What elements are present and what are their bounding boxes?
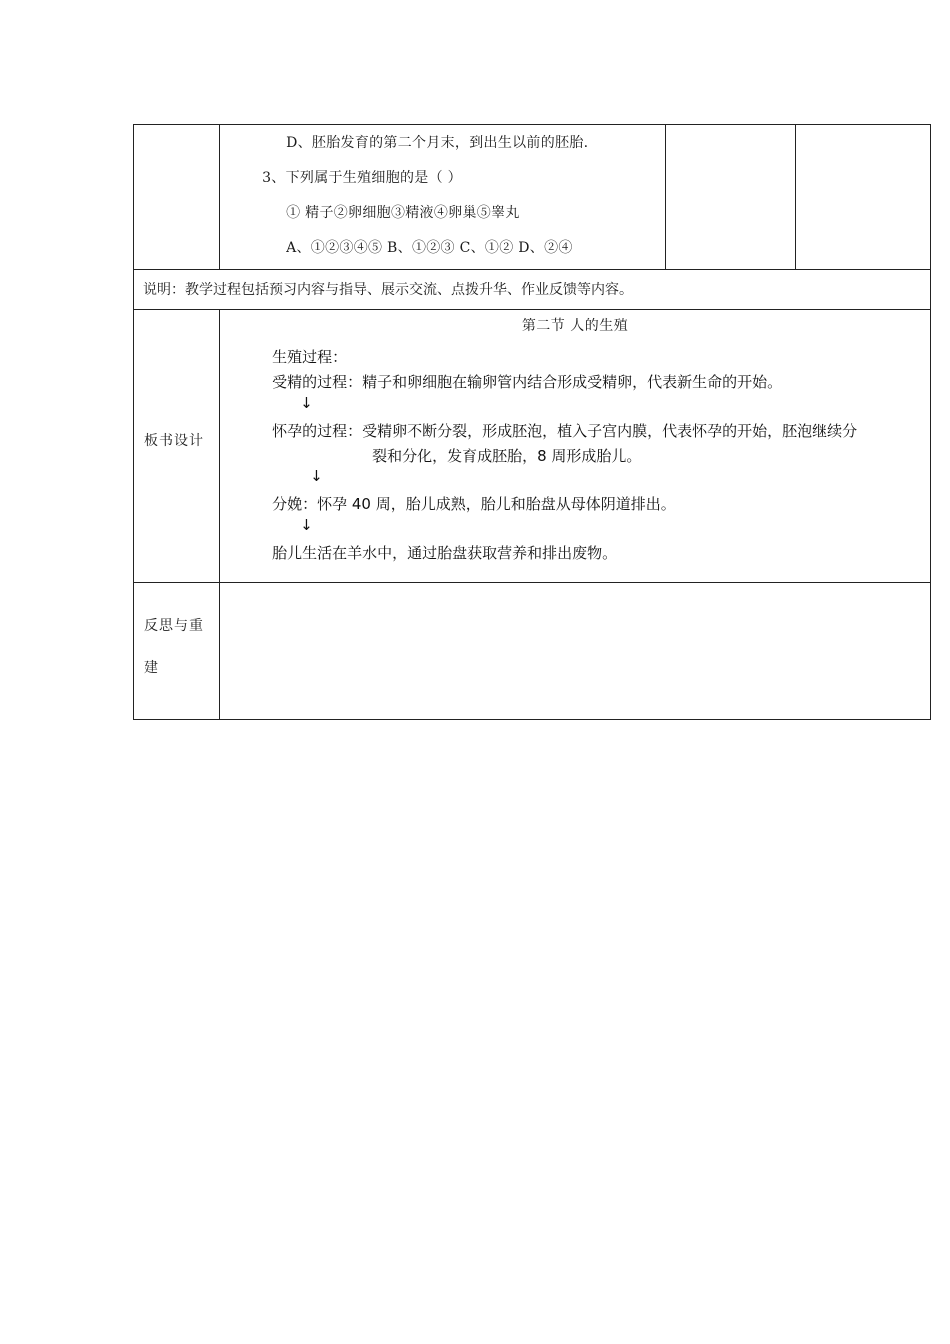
board-line-reproduction-process: 生殖过程： (272, 348, 348, 366)
lesson-plan-table (133, 124, 931, 720)
board-design-label: 板书设计 (144, 433, 204, 449)
board-design-row (134, 310, 931, 583)
note-text: 说明：教学过程包括预习内容与指导、展示交流、点拨升华、作业反馈等内容。 (143, 282, 633, 298)
question-label-cell (134, 125, 220, 270)
question-col4-cell (795, 125, 930, 270)
reflection-label-line2: 建 (144, 660, 159, 676)
question-3-items: ① 精子②卵细胞③精液④卵巢⑤睾丸 (286, 205, 520, 221)
down-arrow-icon: ↓ (300, 516, 313, 534)
down-arrow-icon: ↓ (300, 394, 313, 412)
question-row (134, 125, 931, 270)
down-arrow-icon: ↓ (310, 467, 323, 485)
board-label-cell (134, 310, 220, 583)
reflection-content-cell[interactable] (220, 583, 931, 720)
note-row (134, 270, 931, 310)
reflection-row (134, 583, 931, 720)
board-line-fetus-life: 胎儿生活在羊水中，通过胎盘获取营养和排出废物。 (272, 544, 618, 562)
board-content-cell (220, 310, 931, 583)
reflection-label-cell (134, 583, 220, 720)
reflection-label-line1: 反思与重 (144, 618, 204, 634)
board-line-pregnancy-cont: 裂和分化，发育成胚胎，8 周形成胎儿。 (372, 447, 642, 465)
board-line-delivery: 分娩：怀孕 40 周，胎儿成熟，胎儿和胎盘从母体阴道排出。 (272, 495, 676, 513)
question-3-choices: A、①②③④⑤ B、①②③ C、①② D、②④ (286, 240, 573, 256)
question-col3-cell (665, 125, 795, 270)
board-line-fertilization: 受精的过程：精子和卵细胞在输卵管内结合形成受精卵，代表新生命的开始。 (272, 373, 783, 391)
board-title: 第二节 人的生殖 (521, 318, 629, 334)
question-3-stem: 3、下列属于生殖细胞的是（ ） (262, 170, 462, 186)
question-content-cell (220, 125, 666, 270)
note-cell (134, 270, 931, 310)
board-line-pregnancy: 怀孕的过程：受精卵不断分裂，形成胚泡，植入子宫内膜，代表怀孕的开始，胚泡继续分 (272, 422, 858, 440)
option-d-text: D、胚胎发育的第二个月末，到出生以前的胚胎. (286, 135, 589, 151)
